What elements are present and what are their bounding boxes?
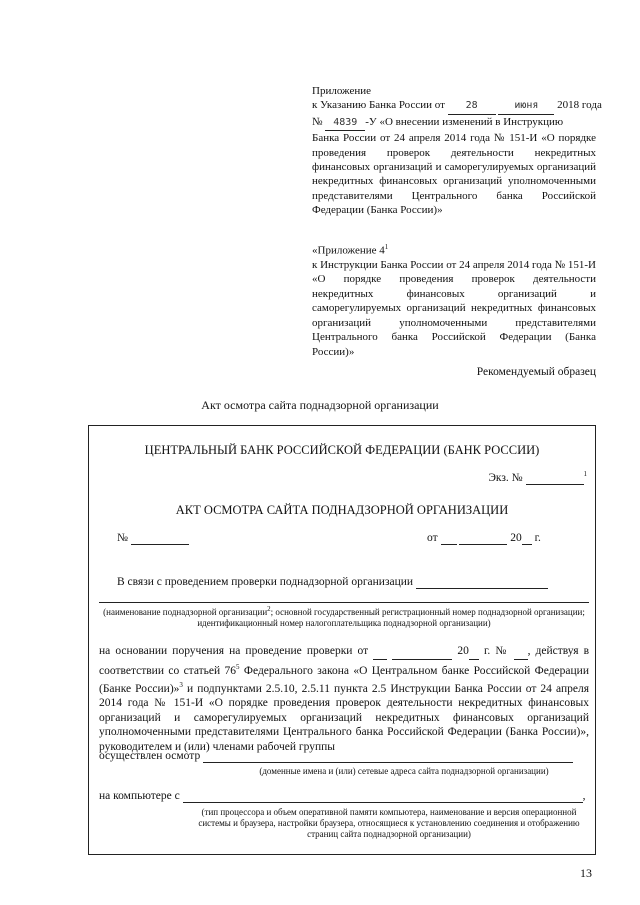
order-day-field[interactable] — [373, 644, 387, 660]
document-title: Акт осмотра сайта поднадзорной организации — [201, 398, 439, 412]
act-number-field[interactable] — [131, 532, 189, 545]
act-number: № — [117, 532, 189, 545]
recommended-sample-label: Рекомендуемый образец — [476, 366, 596, 378]
act-title: АКТ ОСМОТРА САЙТА ПОДНАДЗОРНОЙ ОРГАНИЗАЦИИ — [175, 503, 509, 517]
inspection-done: осуществлен осмотр — [99, 750, 573, 763]
domain-field[interactable] — [203, 750, 573, 763]
basis-paragraph: на основании поручения на проведение проверки от 20 г. № , действуя в соответствии со статьей $76^5$ Федерального закона «О Центральном банке Российской Федерации (Банке России)»$^3$ и подпунктами 2.5.10, 2.5.11 пункта 2.5 Инструкции Банка России от 24 апреля 2014 года № 151-И «О порядке проведения проверок деятельности некредитных финансовых организаций и саморегулируемых организаций некредитных финансовых организаций уполномоченными представителями Центрального банка Российской Федерации (Банка России)», руководителем и (или) членами рабочей группы — [99, 645, 590, 753]
decree-description: Банка России от 24 апреля 2014 года № 151-И «О порядке проведения проверок деятельности некредитных финансовых организаций и саморегулируемых организаций некредитных финансовых организаций уполномоченными представителями Центрального банка Российской Федерации (Банка России)» — [312, 132, 596, 217]
org-caption: (наименование поднадзорной организации$^2$; основной государственный регистрационный номер поднадзорной организации; идентификационный номер налогоплательщика поднадзорной организации) — [103, 605, 585, 628]
act-date-day-field[interactable] — [441, 532, 457, 545]
act-date: от 20 г. — [427, 532, 541, 544]
domain-caption: (доменные имена и (или) сетевые адреса сайта поднадзорной организации) — [259, 766, 549, 776]
act-form-frame — [88, 425, 596, 855]
decree-month: июня — [498, 99, 554, 114]
org-name-line[interactable] — [99, 592, 589, 603]
page-number: 13 — [580, 866, 592, 880]
appendix4-block — [312, 240, 596, 359]
decree-line-2: № 4839 -У «О внесении изменений в Инструкцию — [312, 115, 596, 131]
inspection-intro: В связи с проведением проверки поднадзорной организации — [117, 576, 548, 589]
computer-line: на компьютере с , — [99, 790, 586, 802]
org-name-field[interactable] — [416, 576, 548, 589]
order-number-field[interactable] — [514, 644, 528, 660]
order-month-field[interactable] — [392, 644, 452, 660]
order-year-field[interactable] — [469, 644, 479, 660]
act-date-year-field[interactable] — [522, 532, 532, 545]
copy-number: Экз. № $^1$ — [488, 470, 587, 484]
computer-field[interactable] — [183, 790, 583, 803]
appendix-label: Приложение — [312, 85, 372, 97]
act-date-month-field[interactable] — [459, 532, 507, 545]
decree-number: 4839 — [325, 116, 365, 131]
bank-name: ЦЕНТРАЛЬНЫЙ БАНК РОССИЙСКОЙ ФЕДЕРАЦИИ (БАНК РОССИИ) — [144, 443, 540, 457]
decree-line-1: к Указанию Банка России от 28 июня 2018 года — [312, 98, 596, 114]
appendix4-title: «Приложение $4^1$ — [312, 243, 389, 257]
decree-day: 28 — [448, 99, 496, 114]
copy-number-field[interactable] — [526, 472, 584, 485]
appendix-reference-block — [312, 84, 602, 218]
appendix4-text: к Инструкции Банка России от 24 апреля 2014 года № 151-И «О порядке проведения проверок деятельности некредитных финансовых организаций и саморегулируемых организаций некредитных финансовых организаций уполномоченными представителями Центрального банка Российской Федерации (Банка России)» — [312, 259, 596, 358]
computer-caption: (тип процессора и объем оперативной памяти компьютера, наименование и версия операционной системы и браузера, настройки браузера, относящиеся к установлению соединения и отображению страниц сайта поднадзорной организации) — [198, 807, 580, 839]
